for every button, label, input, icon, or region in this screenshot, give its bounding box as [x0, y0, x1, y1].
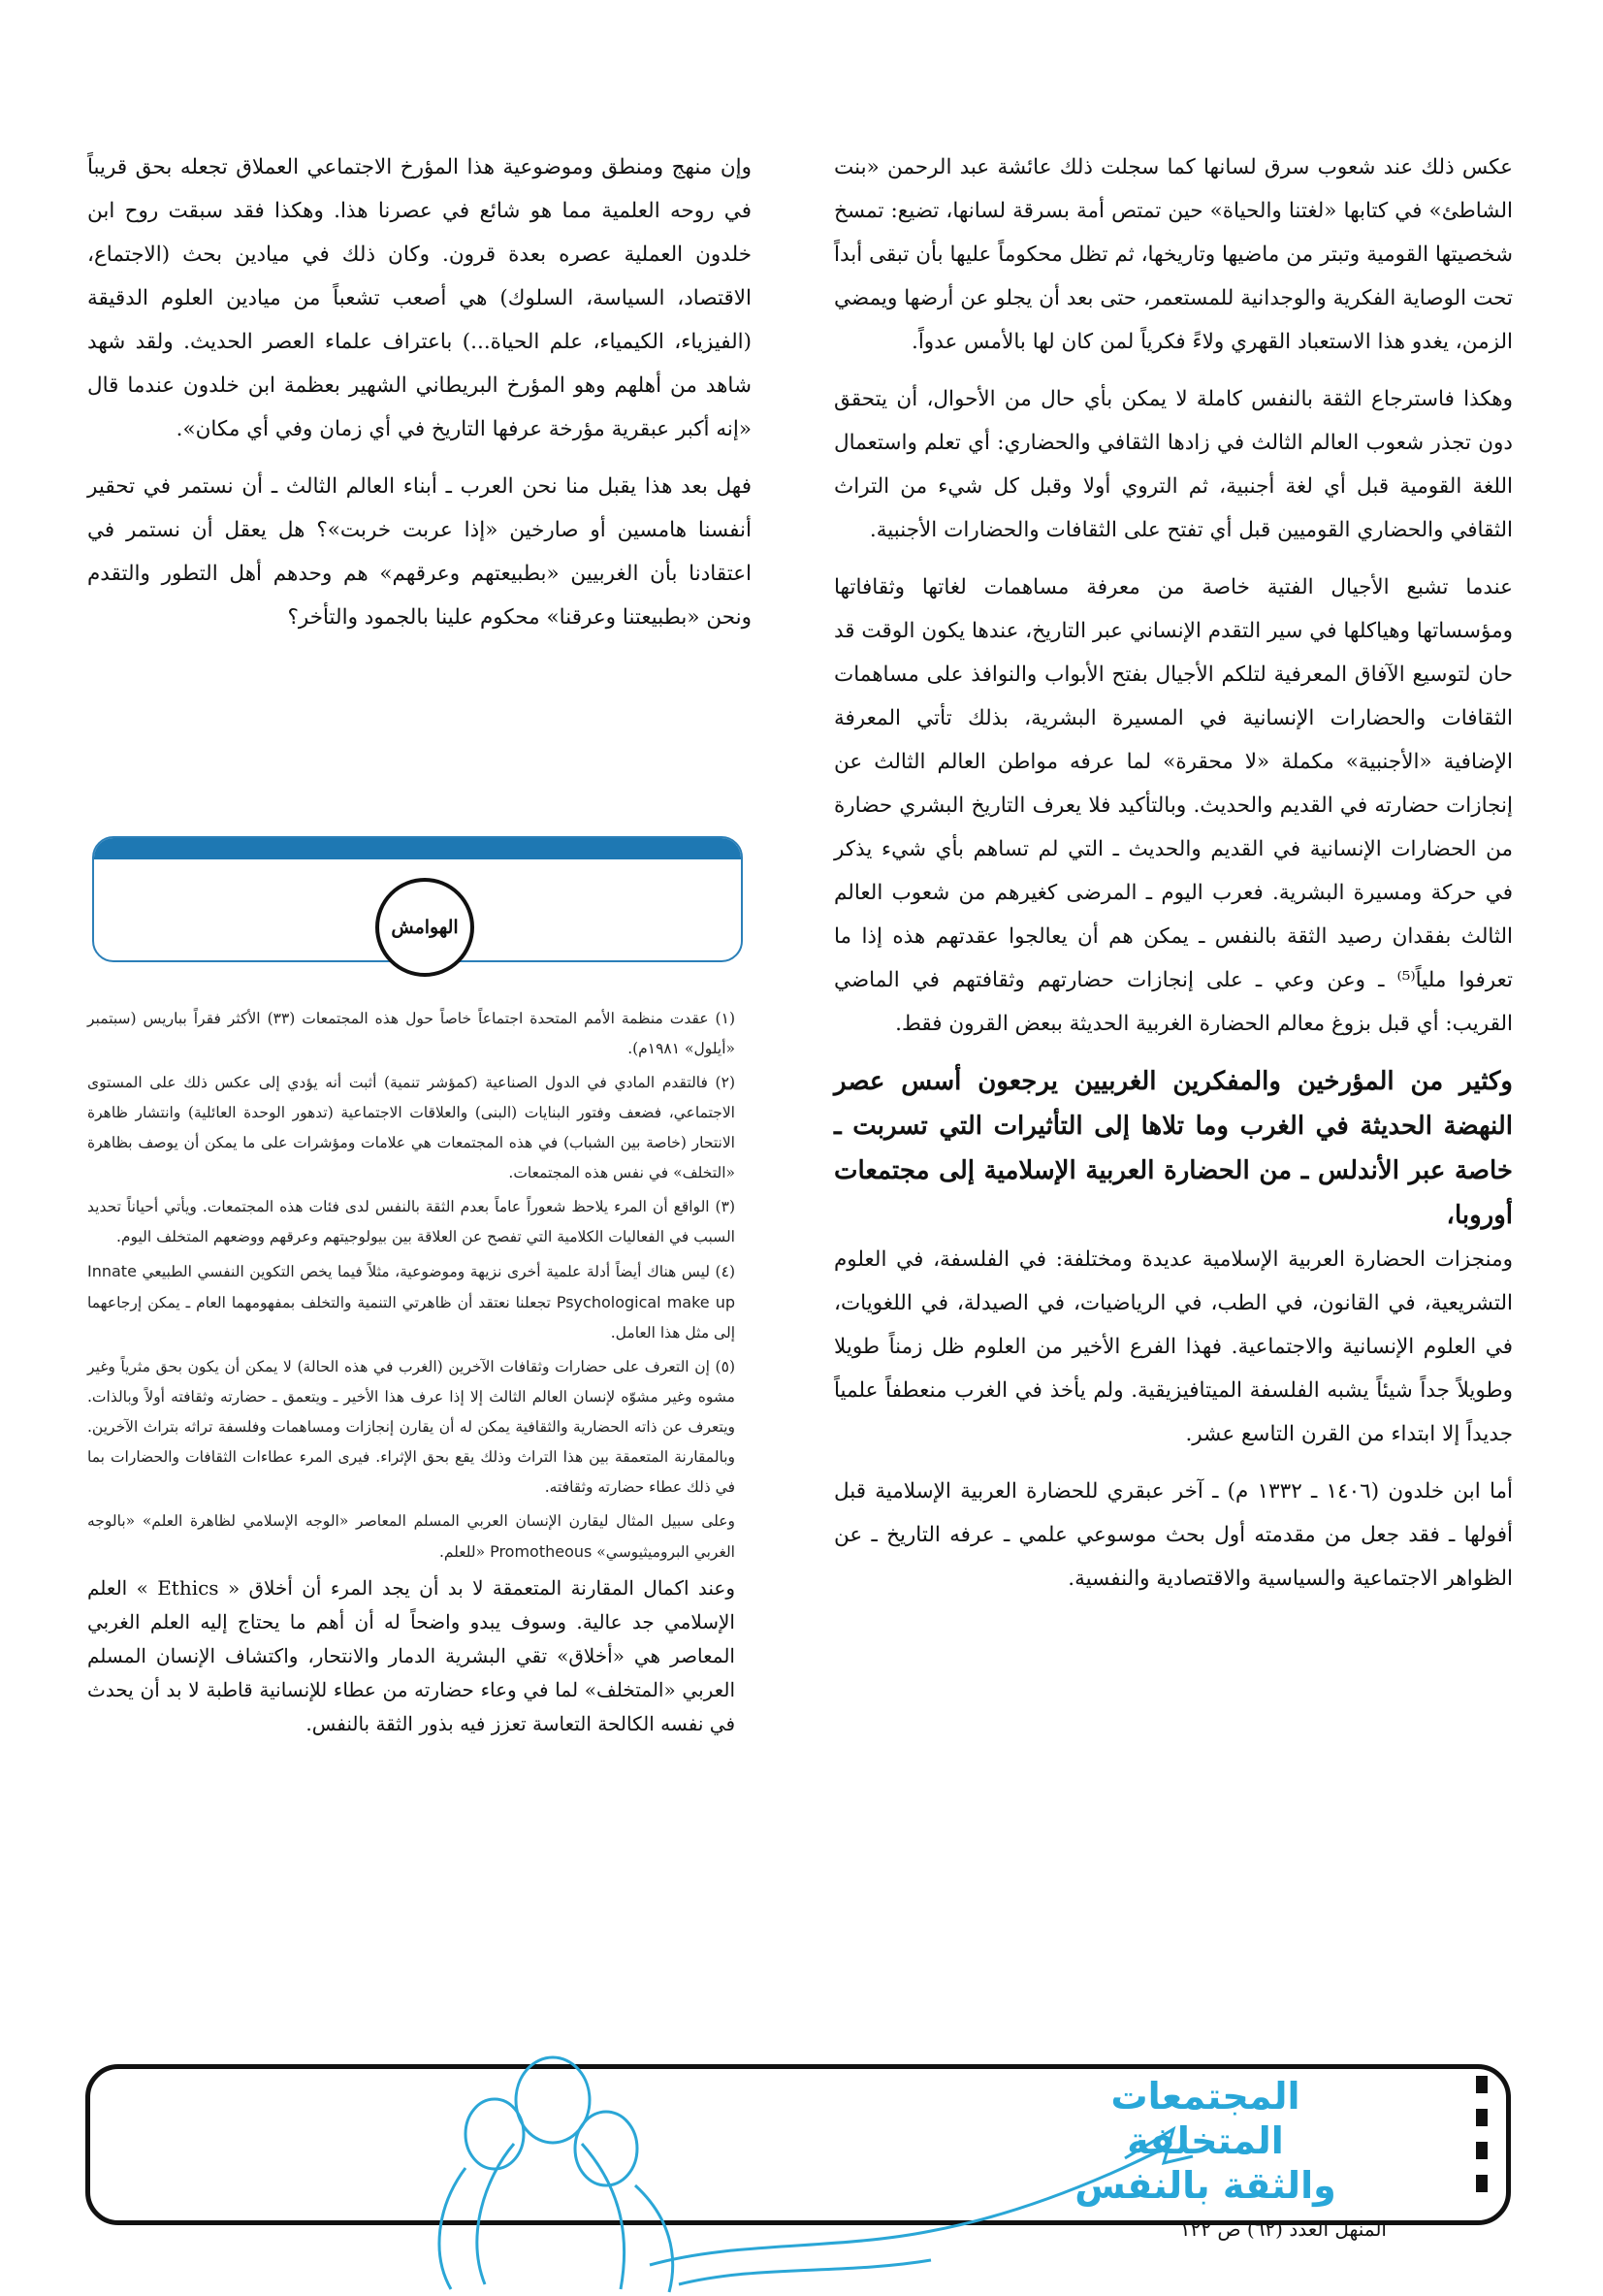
right-paragraph-3: عندما تشبع الأجيال الفتية خاصة من معرفة مساهمات لغاتها وثقافاتها ومؤسساتها وهياكلها في سير التقدم الإنساني عبر التاريخ، عندها يكون الوقت قد حان لتوسيع الآفاق المعرفية لتلكم الأجيال بفتح الأبواب والنوافذ على مساهمات الثقافات والحضارات الإنسانية في المسيرة البشرية، بذلك تأتي المعرفة الإضافية «الأجنبية» مكملة «لا محقرة» لما عرفه مواطن العالم الثالث عن إنجازات حضارته في القديم والحديث. وبالتأكيد فلا يعرف التاريخ البشري حضارة من الحضارات الإنسانية في القديم والحديث ـ التي لم تساهم بأي شيء يذكر في حركة ومسيرة البشرية. فعرب اليوم ـ المرضى كغيرهم من شعوب العالم الثالث بفقدان رصيد الثقة بالنفس ـ يمكن هم أن يعالجوا عقدتهم هذه إذا ما تعرفوا ملياً⁽⁵⁾ ـ وعن وعي ـ على إنجازات حضارتهم وثقافتهم في الماضي القريب: أي قبل بزوغ معالم الحضارة الغربية الحديثة ببعض القرون فقط.: [834, 575, 1513, 1036]
footnote-4: [87, 1256, 735, 1348]
footnotes: [87, 1004, 735, 1741]
banner-title-line-2: المتخلفة: [1127, 2119, 1284, 2162]
footnote-conclusion-text-a: وعند اكمال المقارنة المتعمقة لا بد أن يجد المرء أن أخلاق «: [227, 1576, 736, 1600]
footnote-conclusion-latin: Ethics: [157, 1576, 219, 1600]
footnote-2: (٢) فالتقدم المادي في الدول الصناعية (كمؤشر تنمية) أثبت أنه يؤدي إلى عكس ذلك على المستوى الاجتماعي، فضعف وفتور البنايات (البنى) والعلاقات الاجتماعية (تدهور الوحدة العائلية) وانتشار ظاهرة الانتحار (خاصة بين الشباب) في هذه المجتمعات هي علامات ومؤشرات على ما يمكن أن يوصف بظاهرة «التخلف» في نفس هذه المجتمعات.: [87, 1074, 735, 1181]
footnotes-label: الهوامش: [375, 878, 474, 977]
banner-title: [1002, 2074, 1409, 2208]
left-paragraph-1: وإن منهج ومنطق وموضوعية هذا المؤرخ الاجتماعي العملاق تجعله بحق قريباً في روحه العلمية مما هو شائع في عصرنا هذا. وهكذا فقد سبقت روح ابن خلدون العملية عصره بعدة قرون. وكان ذلك في ميادين بحث (الاجتماع، الاقتصاد، السياسة، السلوك) هي أصعب تشعباً من ميادين العلوم الدقيقة (الفيزياء، الكيمياء، علم الحياة...) باعتراف علماء العصر الحديث. ولقد شهد شاهد من أهلهم وهو المؤرخ البريطاني الشهير بعظمة ابن خلدون عندما قال «إنه أكبر عبقرية مؤرخة عرفها التاريخ في أي زمان وفي أي مكان».: [87, 155, 752, 441]
footnote-3: (٣) الواقع أن المرء يلاحظ شعوراً عاماً بعدم الثقة بالنفس لدى فئات هذه المجتمعات. ويأتي أحياناً تحديد السبب في الفعاليات الكلامية التي تفصح عن العلاقة بين بيولوجيتهم وعرقهم ووضعهم المتخلف اليوم.: [87, 1198, 735, 1245]
left-column: [87, 146, 752, 653]
crop-marks: [1474, 2076, 1490, 2192]
footnote-4-text-a: (٤) ليس هناك أيضاً أدلة علمية أخرى نزيهة وموضوعية، مثلاً فيما يخص التكوين النفسي الطبيعي: [142, 1263, 735, 1280]
footnote-6: [87, 1506, 735, 1568]
crop-mark-4: [1476, 2175, 1488, 2192]
banner-title-line-3: والثقة بالنفس: [1074, 2164, 1336, 2207]
footnote-conclusion: [87, 1571, 735, 1741]
figure-body-3: [439, 2168, 465, 2289]
left-paragraph-2: فهل بعد هذا يقبل منا نحن العرب ـ أبناء العالم الثالث ـ أن نستمر في تحقير أنفسنا هامسين أو صارخين «إذا عربت خربت»؟ هل يعقل أن نستمر في اعتقادنا بأن الغربيين «بطبيعتهم وعرقهم» هم وحدهم أهل التطور والتقدم ونحن «بطبيعتنا وعرقنا» محكوم علينا بالجمود والتأخر؟: [87, 474, 752, 630]
footnotes-header-band: [94, 838, 741, 859]
footnote-4-text-b: تجعلنا نعتقد أن ظاهرتي التنمية والتخلف بمفهومهما العام ـ يمكن إرجاعهما إلى مثل هذا العامل.: [87, 1294, 735, 1342]
right-paragraph-5: أما ابن خلدون (١٤٠٦ ـ ١٣٣٢ م) ـ آخر عبقري للحضارة العربية الإسلامية قبل أفولها ـ فقد جعل من مقدمته أول بحث موسوعي علمي ـ عرفه التاريخ ـ عن الظواهر الاجتماعية والسياسية والاقتصادية والنفسية.: [834, 1479, 1514, 1591]
crop-mark-1: [1476, 2076, 1488, 2093]
right-paragraph-4: ومنجزات الحضارة العربية الإسلامية عديدة ومختلفة: في الفلسفة، في العلوم التشريعية، في القانون، في الطب، في الرياضيات، في الصيدلة، في اللغويات، في العلوم الإنسانية والاجتماعية. فهذا الفرع الأخير من العلوم ظل زمناً طويلا وطويلاً جداً شيئاً يشبه الفلسفة الميتافيزيقية. ولم يأخذ في الغرب منعطفاً علمياً جديداً إلا ابتداء من القرن التاسع عشر.: [834, 1247, 1513, 1446]
right-column: [834, 146, 1513, 1614]
section-heading: وكثير من المؤرخين والمفكرين الغربيين يرجعون أسس عصر النهضة الحديثة في الغرب وما تلاها إلى التأثيرات التي تسربت ـ خاصة عبر الأندلس ـ من الحضارة العربية الإسلامية إلى مجتمعات أوروبا،: [834, 1067, 1513, 1230]
footnote-6-text-a: وعلى سبيل المثال ليقارن الإنسان العربي المسلم المعاصر «الوجه الإسلامي لظاهرة العلم» «بالوجه الغربي البروميثيوسي»: [87, 1512, 735, 1561]
footnote-conclusion-text-b: » العلم الإسلامي جد عالية. وسوف يبدو واضحاً له أن أهم ما يحتاج إليه العلم الغربي المعاصر هي «أخلاق» تقي البشرية الدمار والانتحار، واكتشاف الإنسان المسلم العربي «المتخلف» لما في وعاء حضارته من عطاء للإنسانية قاطبة لا بد أن يحدث في نفسه الكالحة التعاسة تعزز فيه بذور الثقة بالنفس.: [87, 1576, 735, 1735]
figure-drape: [679, 2260, 931, 2284]
footnote-5: (٥) إن التعرف على حضارات وثقافات الآخرين (الغرب في هذه الحالة) لا يمكن أن يكون بحق مثرياً وغير مشوه وغير مشوّه لإنسان العالم الثالث إلا إذا عرف هذا الأخير ـ ويتعمق ـ حضارته وثقافته أولاً وبالذات. ويتعرف عن ذاته الحضارية والثقافية يمكن له أن يقارن إنجازات ومساهمات وفلسفة تراثه بتراث الآخرين. وبالمقارنة المتعمقة بين هذا التراث وذلك يقع بحق الإثراء. فيرى المرء عطاءات الثقافات والحضارات بما في ذلك عطاء حضارته وثقافته.: [87, 1358, 735, 1496]
right-paragraph-1: عكس ذلك عند شعوب سرق لسانها كما سجلت ذلك عائشة عبد الرحمن «بنت الشاطئ» في كتابها «لغتنا والحياة» حين تمتص أمة بسرقة لسانها، تضيع: تمسخ شخصيتها القومية وتبتر من ماضيها وتاريخها، ثم تظل محكوماً عليها بأن تبقى أبداً تحت الوصاية الفكرية والوجدانية للمستعمر، حتى بعد أن يجلو عن أرضها ويمضي الزمن، يغدو هذا الاستعباد القهري ولاءً فكرياً لمن كان لها بالأمس عدواً.: [834, 155, 1513, 354]
footnote-6-text-b: «للعلم.: [438, 1543, 486, 1561]
footnote-1: (١) عقدت منظمة الأمم المتحدة اجتماعاً خاصاً حول هذه المجتمعات (٣٣) الأكثر فقراً بباريس (سبتمبر «أيلول» ١٩٨١م).: [87, 1010, 735, 1057]
page-footer: المنهل العدد (٦٢) ص ١٢٢: [1179, 2217, 1387, 2241]
right-paragraph-2: وهكذا فاسترجاع الثقة بالنفس كاملة لا يمكن بأي حال من الأحوال، أن يتحقق دون تجذر شعوب العالم الثالث في زادها الثقافي والحضاري: أي تعلم واستعمال اللغة القومية قبل أي لغة أجنبية، ثم التروي أولا وقبل كل شيء من التراث الثقافي والحضاري القوميين قبل أي تفتح على الثقافات والحضارات الأجنبية.: [834, 387, 1513, 542]
figure-body-4: [635, 2185, 673, 2292]
figure-head-2: [465, 2099, 524, 2169]
crop-mark-2: [1476, 2109, 1488, 2126]
footnote-6-latin: Promotheous: [490, 1542, 593, 1561]
crop-mark-3: [1476, 2142, 1488, 2159]
banner-title-line-1: المجتمعات: [1110, 2075, 1300, 2118]
footnote-4-latin: Innate Psychological make up: [87, 1262, 735, 1311]
